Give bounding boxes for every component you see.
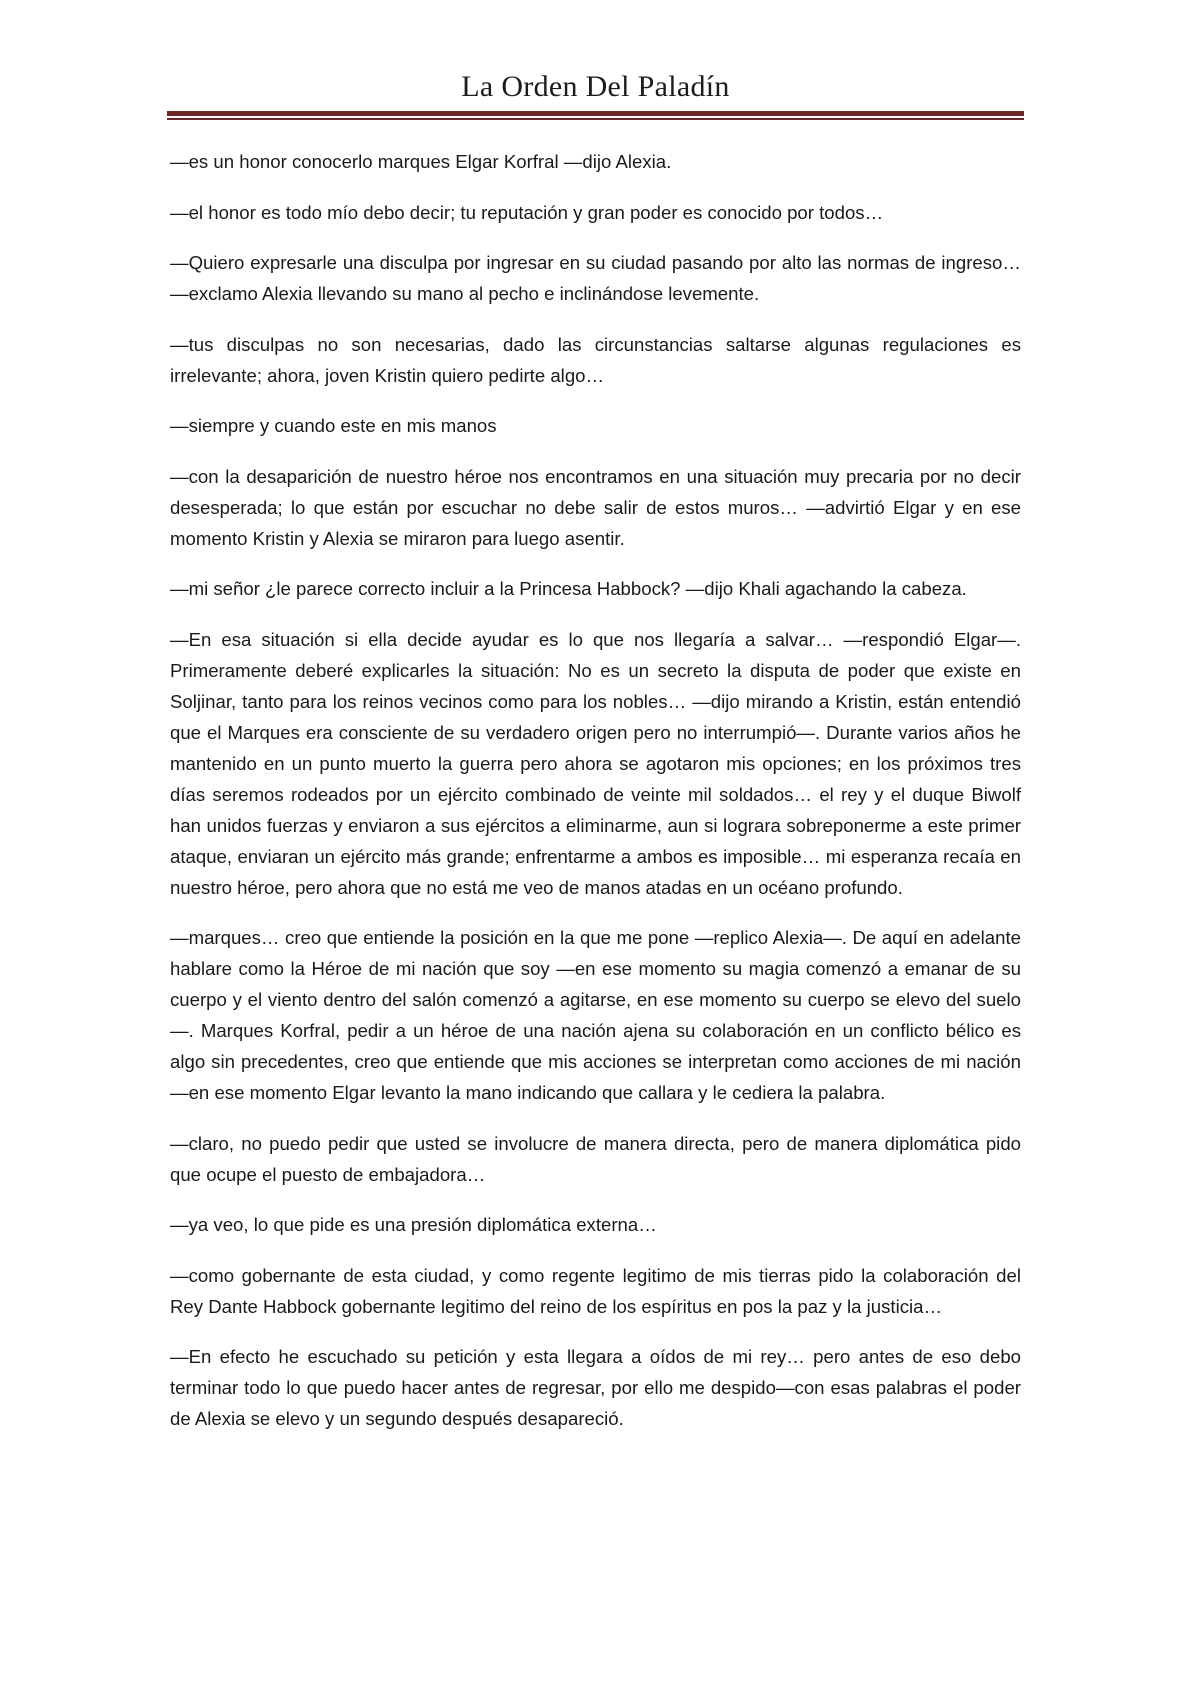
paragraph: —como gobernante de esta ciudad, y como regente legitimo de mis tierras pido la colaboración del Rey Dante Habbock gobernante legitimo del reino de los espíritus en pos la paz y la justicia… (170, 1264, 1021, 1317)
paragraph: —mi señor ¿le parece correcto incluir a la Princesa Habbock? —dijo Khali agachando la cabeza. (170, 578, 967, 599)
paragraph: —siempre y cuando este en mis manos (170, 415, 497, 436)
paragraph: —En esa situación si ella decide ayudar es lo que nos llegaría a salvar… —respondió Elgar—. Primeramente deberé explicarles la situación: No es un secreto la disputa de poder que existe en Soljinar, tanto para los reinos vecinos como para los nobles… —dijo mirando a Kristin, están entendió que el Marques era consciente de su verdadero origen pero no interrumpió—. Durante varios años he mantenido en un punto muerto la guerra pero ahora se agotaron mis opciones; en los próximos tres días seremos rodeados por un ejército combinado de veinte mil soldados… el rey y el duque Biwolf han unidos fuerzas y enviaron a sus ejércitos a eliminarme, aun si lograra sobreponerme a este primer ataque, enviaran un ejército más grande; enfrentarme a ambos es imposible… mi esperanza recaía en nuestro héroe, pero ahora que no está me veo de manos atadas en un océano profundo. (170, 628, 1021, 898)
header-rule-thin (167, 118, 1024, 120)
header-rule (167, 111, 1024, 120)
page-header-title: La Orden Del Paladín (461, 70, 730, 103)
paragraph: —con la desaparición de nuestro héroe nos encontramos en una situación muy precaria por no decir desesperada; lo que están por escuchar no debe salir de estos muros… —advirtió Elgar y en ese momento Kristin y Alexia se miraron para luego asentir. (170, 465, 1021, 549)
paragraph: —En efecto he escuchado su petición y esta llegara a oídos de mi rey… pero antes de eso debo terminar todo lo que puedo hacer antes de regresar, por ello me despido—con esas palabras el poder de Alexia se elevo y un segundo después desapareció. (170, 1346, 1021, 1429)
paragraph: —es un honor conocerlo marques Elgar Korfral —dijo Alexia. (170, 151, 672, 172)
body-text (170, 146, 1021, 1454)
paragraph: —claro, no puedo pedir que usted se involucre de manera directa, pero de manera diplomática pido que ocupe el puesto de embajadora… (170, 1132, 1021, 1185)
paragraph: —marques… creo que entiende la posición en la que me pone —replico Alexia—. De aquí en adelante hablare como la Héroe de mi nación que soy —en ese momento su magia comenzó a emanar de su cuerpo y el viento dentro del salón comenzó a agitarse, en ese momento su cuerpo se elevo del suelo—. Marques Korfral, pedir a un héroe de una nación ajena su colaboración en un conflicto bélico es algo sin precedentes, creo que entiende que mis acciones se interpretan como acciones de mi nación —en ese momento Elgar levanto la mano indicando que callara y le cediera la palabra. (170, 927, 1021, 1103)
paragraph: —ya veo, lo que pide es una presión diplomática externa… (170, 1214, 657, 1235)
paragraph: —el honor es todo mío debo decir; tu reputación y gran poder es conocido por todos… (170, 201, 884, 223)
paragraph: —Quiero expresarle una disculpa por ingresar en su ciudad pasando por alto las normas de ingreso… —exclamo Alexia llevando su mano al pecho e inclinándose levemente. (170, 252, 1021, 304)
header-rule-thick (167, 111, 1024, 116)
paragraph: —tus disculpas no son necesarias, dado las circunstancias saltarse algunas regulaciones es irrelevante; ahora, joven Kristin quiero pedirte algo… (170, 333, 1021, 386)
